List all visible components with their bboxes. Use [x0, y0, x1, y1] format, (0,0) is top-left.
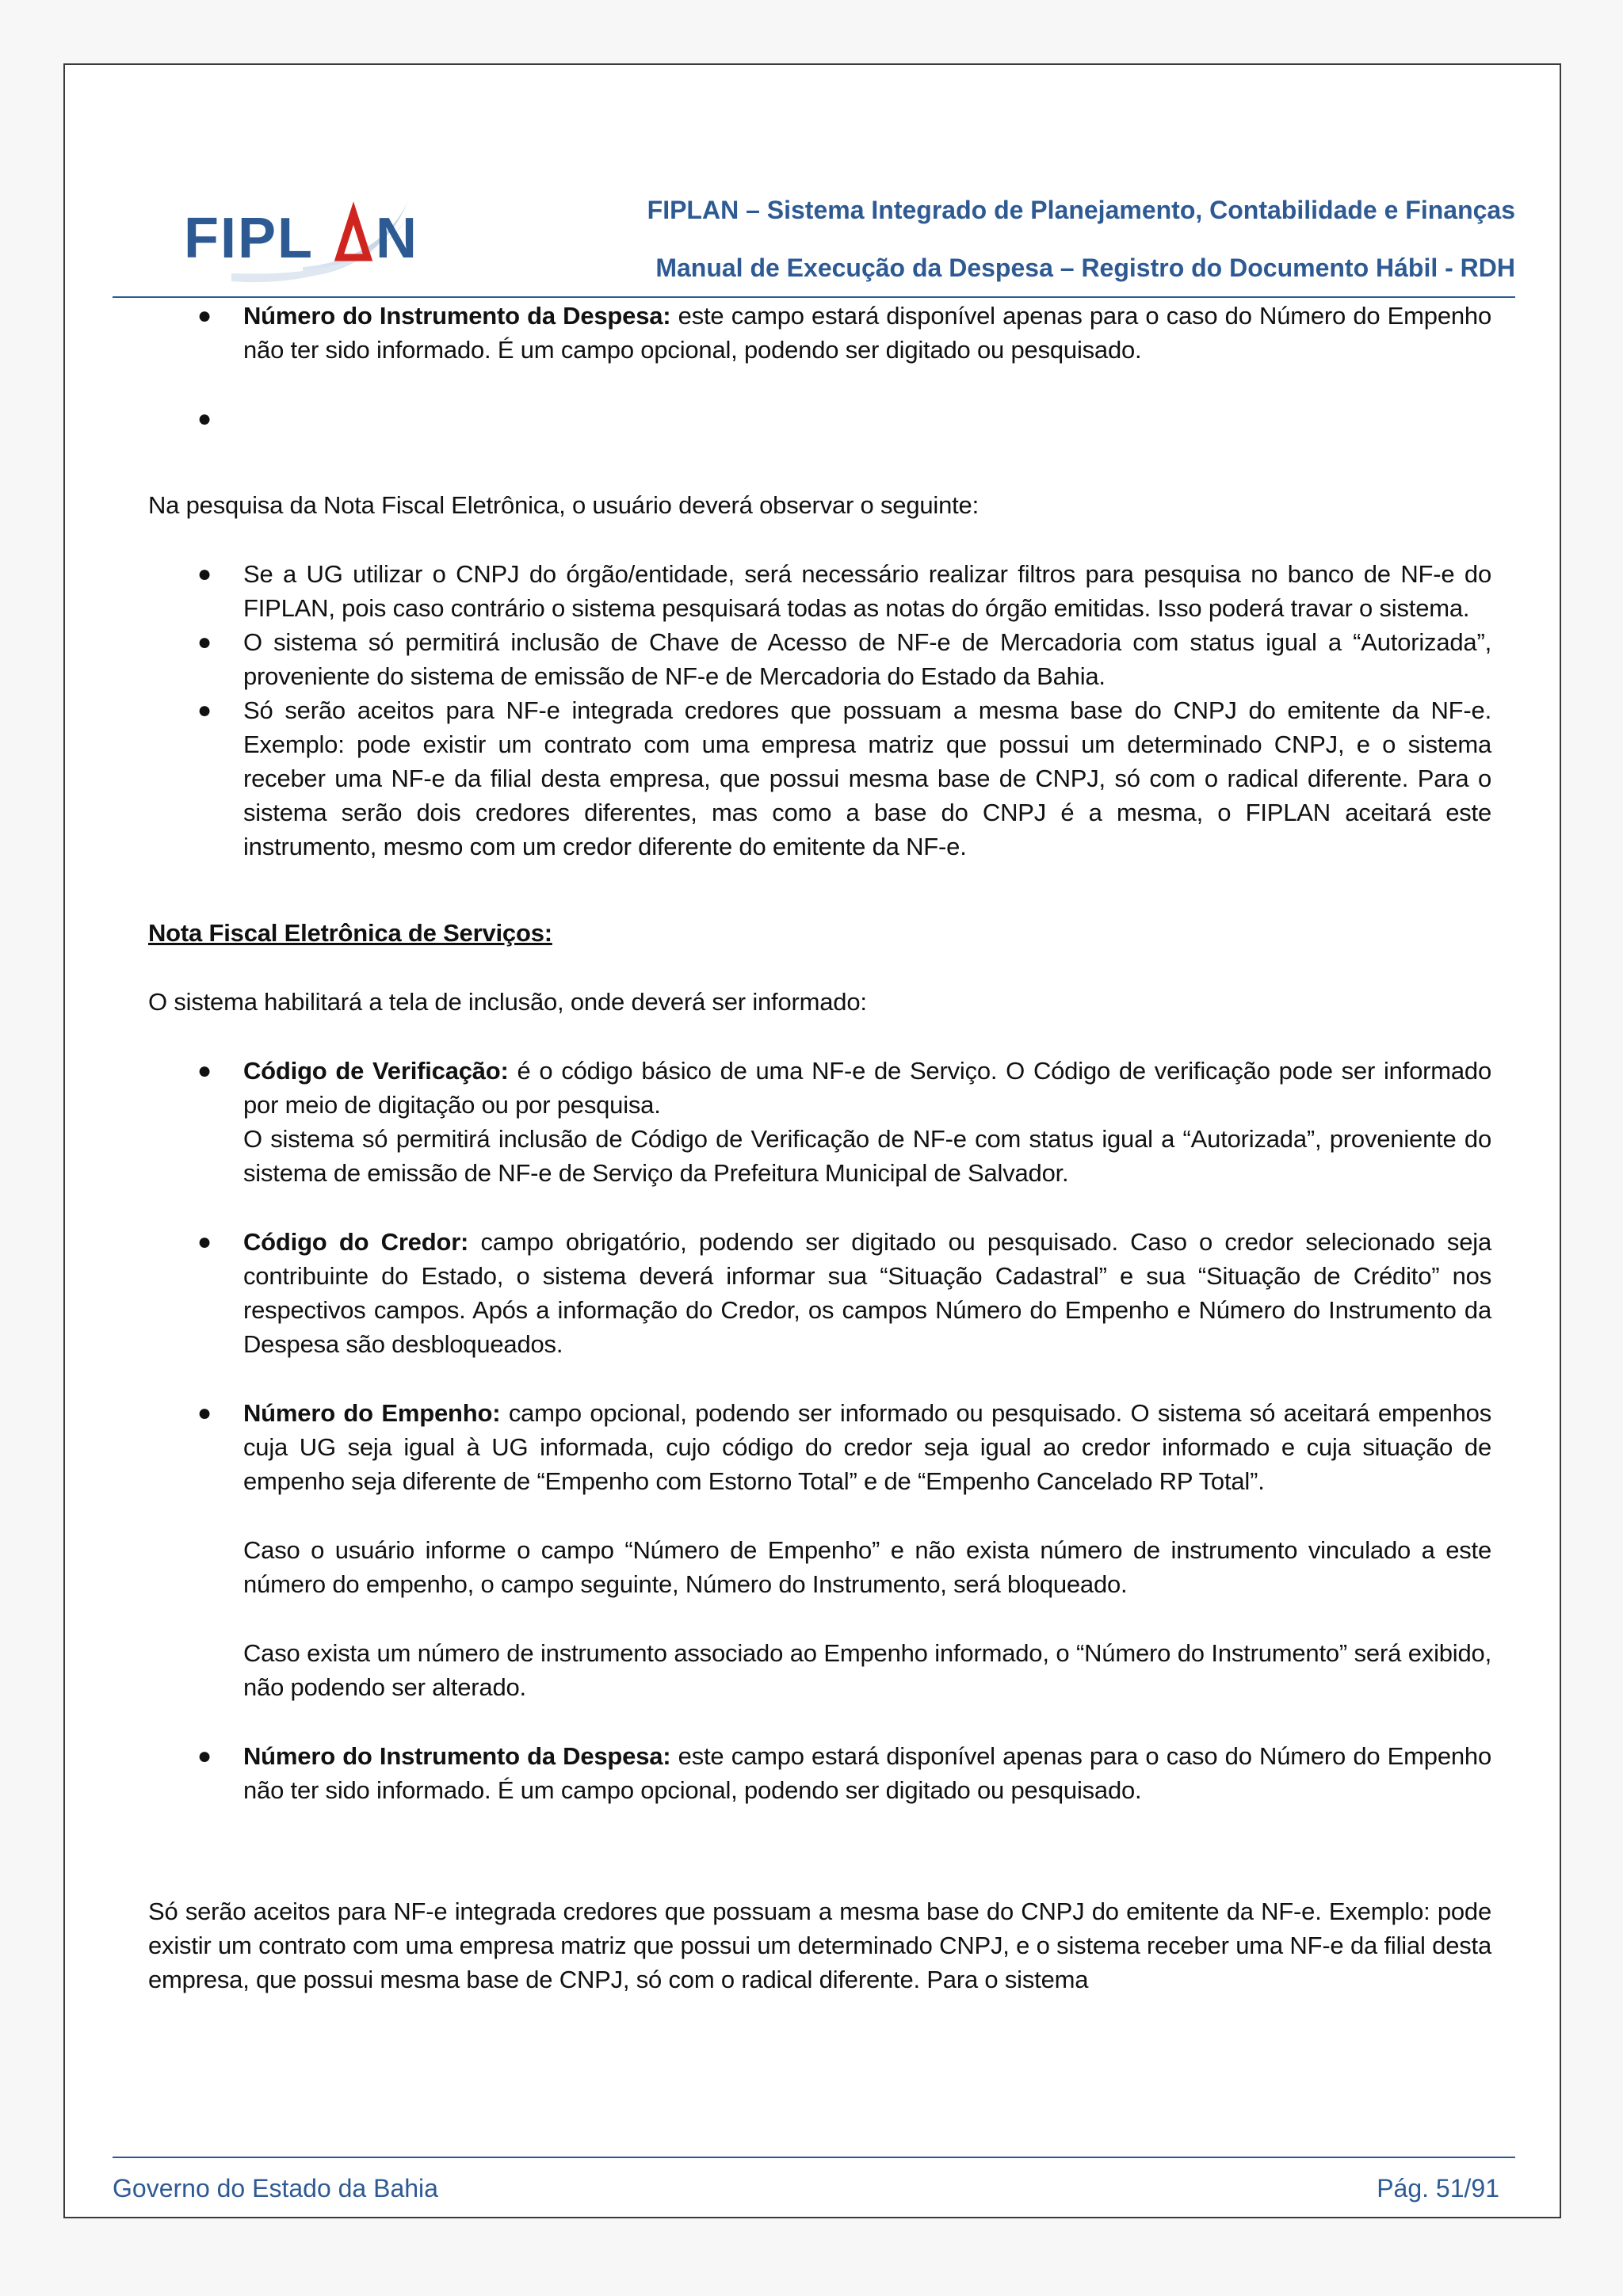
field-description: é o código básico de uma NF-e de Serviço. O Código de verificação pode ser informado por meio de digitação ou por pesquisa. — [243, 1057, 1491, 1119]
list-item — [148, 557, 1491, 625]
indented-paragraph: Caso o usuário informe o campo “Número de Empenho” e não exista número de instrumento vinculado a este número do empenho, o campo seguinte, Número do Instrumento, será bloqueado. — [243, 1536, 1491, 1598]
document-body — [148, 299, 1491, 1997]
fiplan-logo — [184, 188, 437, 283]
list-item — [148, 299, 1491, 367]
list-item — [148, 625, 1491, 693]
svg-text:FIPL: FIPL — [184, 207, 314, 270]
bullet-icon: ● — [197, 697, 212, 723]
empty-list-item — [148, 402, 1491, 436]
field-description: este campo estará disponível apenas para o caso do Número do Empenho não ter sido informado. É um campo opcional, podendo ser digitado ou pesquisado. — [243, 302, 1491, 364]
field-name: Código de Verificação: — [243, 1057, 509, 1085]
list-item — [148, 1225, 1491, 1361]
field-name: Número do Instrumento da Despesa: — [243, 302, 671, 330]
paragraph: O sistema habilitará a tela de inclusão, onde deverá ser informado: — [148, 988, 867, 1016]
list-item — [148, 693, 1491, 864]
field-description: campo opcional, podendo ser informado ou pesquisado. O sistema só aceitará empenhos cuja UG seja igual à UG informada, cujo código do credor seja igual ao credor informado e cuja situação de empenho seja diferente de “Empenho com Estorno Total” e de “Empenho Cancelado RP Total”. — [243, 1399, 1491, 1495]
page-footer — [113, 2157, 1515, 2204]
list-item — [148, 1739, 1491, 1807]
list-item-text: O sistema só permitirá inclusão de Chave de Acesso de NF-e de Mercadoria com status igual a “Autorizada”, proveniente do sistema de emissão de NF-e de Mercadoria do Estado da Bahia. — [243, 628, 1491, 690]
bullet-icon: ● — [197, 1229, 212, 1255]
field-name: Número do Instrumento da Despesa: — [243, 1742, 671, 1770]
indented-paragraph: Caso exista um número de instrumento associado ao Empenho informado, o “Número do Instrumento” será exibido, não podendo ser alterado. — [243, 1639, 1491, 1701]
header-divider — [113, 296, 1515, 298]
field-description: campo obrigatório, podendo ser digitado ou pesquisado. Caso o credor selecionado seja contribuinte do Estado, o sistema deverá informar sua “Situação Cadastral” e sua “Situação de Crédito” nos respectivos campos. Após a informação do Credor, os campos Número do Empenho e Número do Instrumento da Despesa são desbloqueados. — [243, 1228, 1491, 1358]
field-name: Código do Credor: — [243, 1228, 469, 1256]
bullet-icon: ● — [197, 1400, 212, 1426]
field-description: O sistema só permitirá inclusão de Código de Verificação de NF-e com status igual a “Autorizada”, proveniente do sistema de emissão de NF-e de Serviço da Prefeitura Municipal de Salvador. — [243, 1125, 1491, 1187]
bullet-icon: ● — [197, 303, 212, 329]
bullet-icon: ● — [197, 629, 212, 655]
list-item — [148, 1054, 1491, 1190]
field-description: este campo estará disponível apenas para o caso do Número do Empenho não ter sido informado. É um campo opcional, podendo ser digitado ou pesquisado. — [243, 1742, 1491, 1804]
field-name: Número do Empenho: — [243, 1399, 501, 1427]
section-heading: Nota Fiscal Eletrônica de Serviços: — [148, 919, 552, 947]
header-title: FIPLAN – Sistema Integrado de Planejamento, Contabilidade e Finanças — [647, 196, 1515, 224]
footer-organization: Governo do Estado da Bahia — [113, 2174, 438, 2203]
page-number: Pág. 51/91 — [1377, 2174, 1499, 2203]
bullet-icon: ● — [197, 1743, 212, 1769]
bullet-icon: ● — [197, 406, 212, 432]
paragraph: Na pesquisa da Nota Fiscal Eletrônica, o usuário deverá observar o seguinte: — [148, 491, 980, 519]
footer-divider — [113, 2157, 1515, 2158]
bullet-icon: ● — [197, 1058, 212, 1084]
page-frame — [63, 63, 1561, 2218]
list-item — [148, 1396, 1491, 1498]
svg-text:N: N — [376, 207, 417, 270]
paragraph: Só serão aceitos para NF-e integrada credores que possuam a mesma base do CNPJ do emitente da NF-e. Exemplo: pode existir um contrato com uma empresa matriz que possui um determinado CNPJ, e o sistema receber uma NF-e da filial desta empresa, que possui mesma base de CNPJ, só com o radical diferente. Para o sistema — [148, 1897, 1491, 1993]
bullet-icon: ● — [197, 561, 212, 587]
list-item-text: Se a UG utilizar o CNPJ do órgão/entidade, será necessário realizar filtros para pesquisa no banco de NF-e do FIPLAN, pois caso contrário o sistema pesquisará todas as notas do órgão emitidas. Isso poderá travar o sistema. — [243, 560, 1491, 622]
header-subtitle: Manual de Execução da Despesa – Registro do Documento Hábil - RDH — [655, 254, 1515, 282]
list-item-text: Só serão aceitos para NF-e integrada credores que possuam a mesma base do CNPJ do emitente da NF-e. Exemplo: pode existir um contrato com uma empresa matriz que possui um determinado CNPJ, e o sistema receber uma NF-e da filial desta empresa, que possui mesma base de CNPJ, só com o radical diferente. Para o sistema serão dois credores diferentes, mas como a base do CNPJ é a mesma, o FIPLAN aceitará este instrumento, mesmo com um credor diferente do emitente da NF-e. — [243, 696, 1491, 860]
page-header — [113, 120, 1515, 303]
